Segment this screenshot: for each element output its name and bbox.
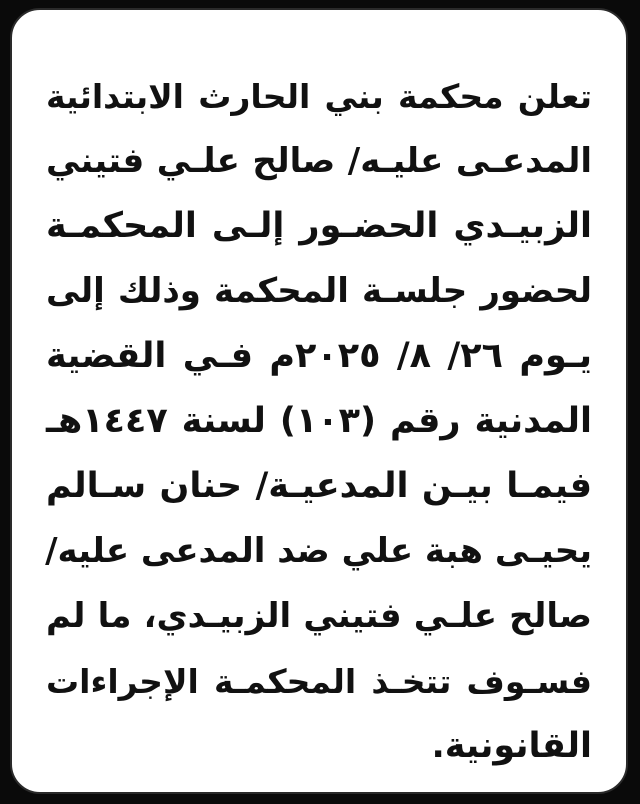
notice-line-6: المدنية رقم (١٠٣) لسنة ١٤٤٧هـ xyxy=(46,401,592,441)
notice-line-9: صالح علـي فتيني الزبيـدي، ما لم xyxy=(46,596,592,636)
notice-line-5: يـوم ٢٦/ ٨/ ٢٠٢٥م فـي القضية xyxy=(46,336,593,376)
notice-text xyxy=(12,64,626,779)
notice-line-11: القانونية. xyxy=(431,726,592,766)
notice-line-4: لحضور جلسـة المحكمة وذلك إلى xyxy=(46,271,592,311)
notice-line-8: يحيـى هبة علي ضد المدعى عليه/ xyxy=(45,531,592,571)
notice-line-2: المدعـى عليـه/ صالح علـي فتيني xyxy=(46,141,592,181)
notice-line-1: تعلن محكمة بني الحارث الابتدائية xyxy=(46,77,592,116)
notice-line-3: الزبيـدي الحضـور إلـى المحكمـة xyxy=(46,206,592,246)
notice-line-10: فسـوف تتخـذ المحكمـة الإجراءات xyxy=(46,662,592,701)
notice-frame xyxy=(10,8,628,794)
notice-line-7: فيمـا بيـن المدعيـة/ حنان سـالم xyxy=(46,466,592,506)
